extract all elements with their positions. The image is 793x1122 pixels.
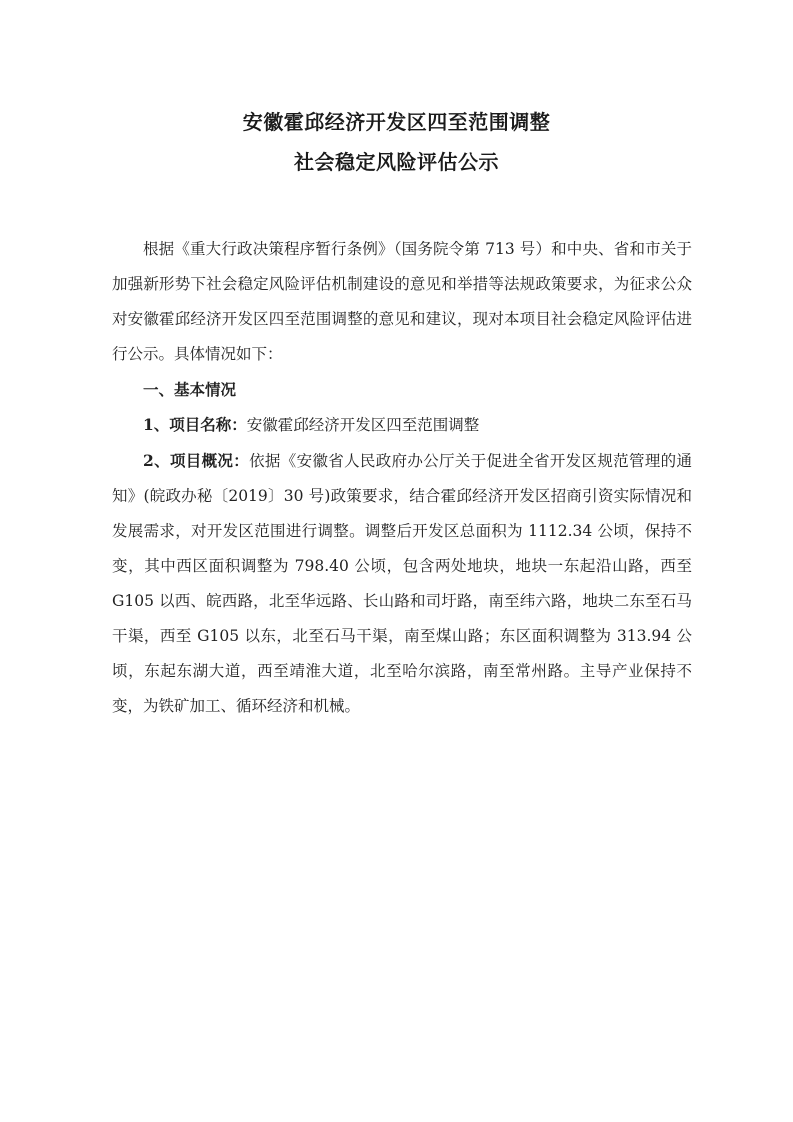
section1-heading: 一、基本情况: [143, 380, 237, 399]
item1-paragraph: [112, 407, 692, 443]
item1-label: 1、项目名称：: [143, 415, 247, 434]
item2-paragraph: [112, 443, 692, 724]
document-body: [112, 232, 692, 724]
document-title-line1: 安徽霍邱经济开发区四至范围调整: [242, 110, 551, 134]
intro-paragraph: 根据《重大行政决策程序暂行条例》（国务院令第 713 号）和中央、省和市关于加强新形势下社会稳定风险评估机制建设的意见和举措等法规政策要求，为征求公众对安徽霍邱经济开发区四至范围调整的意见和建议，现对本项目社会稳定风险评估进行公示。具体情况如下：: [112, 240, 692, 363]
item2-text: 依据《安徽省人民政府办公厅关于促进全省开发区规范管理的通知》(皖政办秘〔2019〕30 号)政策要求，结合霍邱经济开发区招商引资实际情况和发展需求，对开发区范围进行调整。调整后开发区总面积为 1112.34 公顷，保持不变，其中西区面积调整为 798.40 公顷，包含两处地块，地块一东起沿山路，西至 G105 以西、皖西路，北至华远路、长山路和司圩路，南至纬六路，地块二东至石马干渠，西至 G105 以东，北至石马干渠，南至煤山路；东区面积调整为 313.94 公顷，东起东湖大道，西至靖淮大道，北至哈尔滨路，南至常州路。主导产业保持不变，为铁矿加工、循环经济和机械。: [112, 452, 692, 715]
item2-label: 2、项目概况：: [143, 451, 250, 470]
item1-text: 安徽霍邱经济开发区四至范围调整: [246, 416, 480, 434]
document-title-line2: 社会稳定风险评估公示: [294, 150, 499, 174]
